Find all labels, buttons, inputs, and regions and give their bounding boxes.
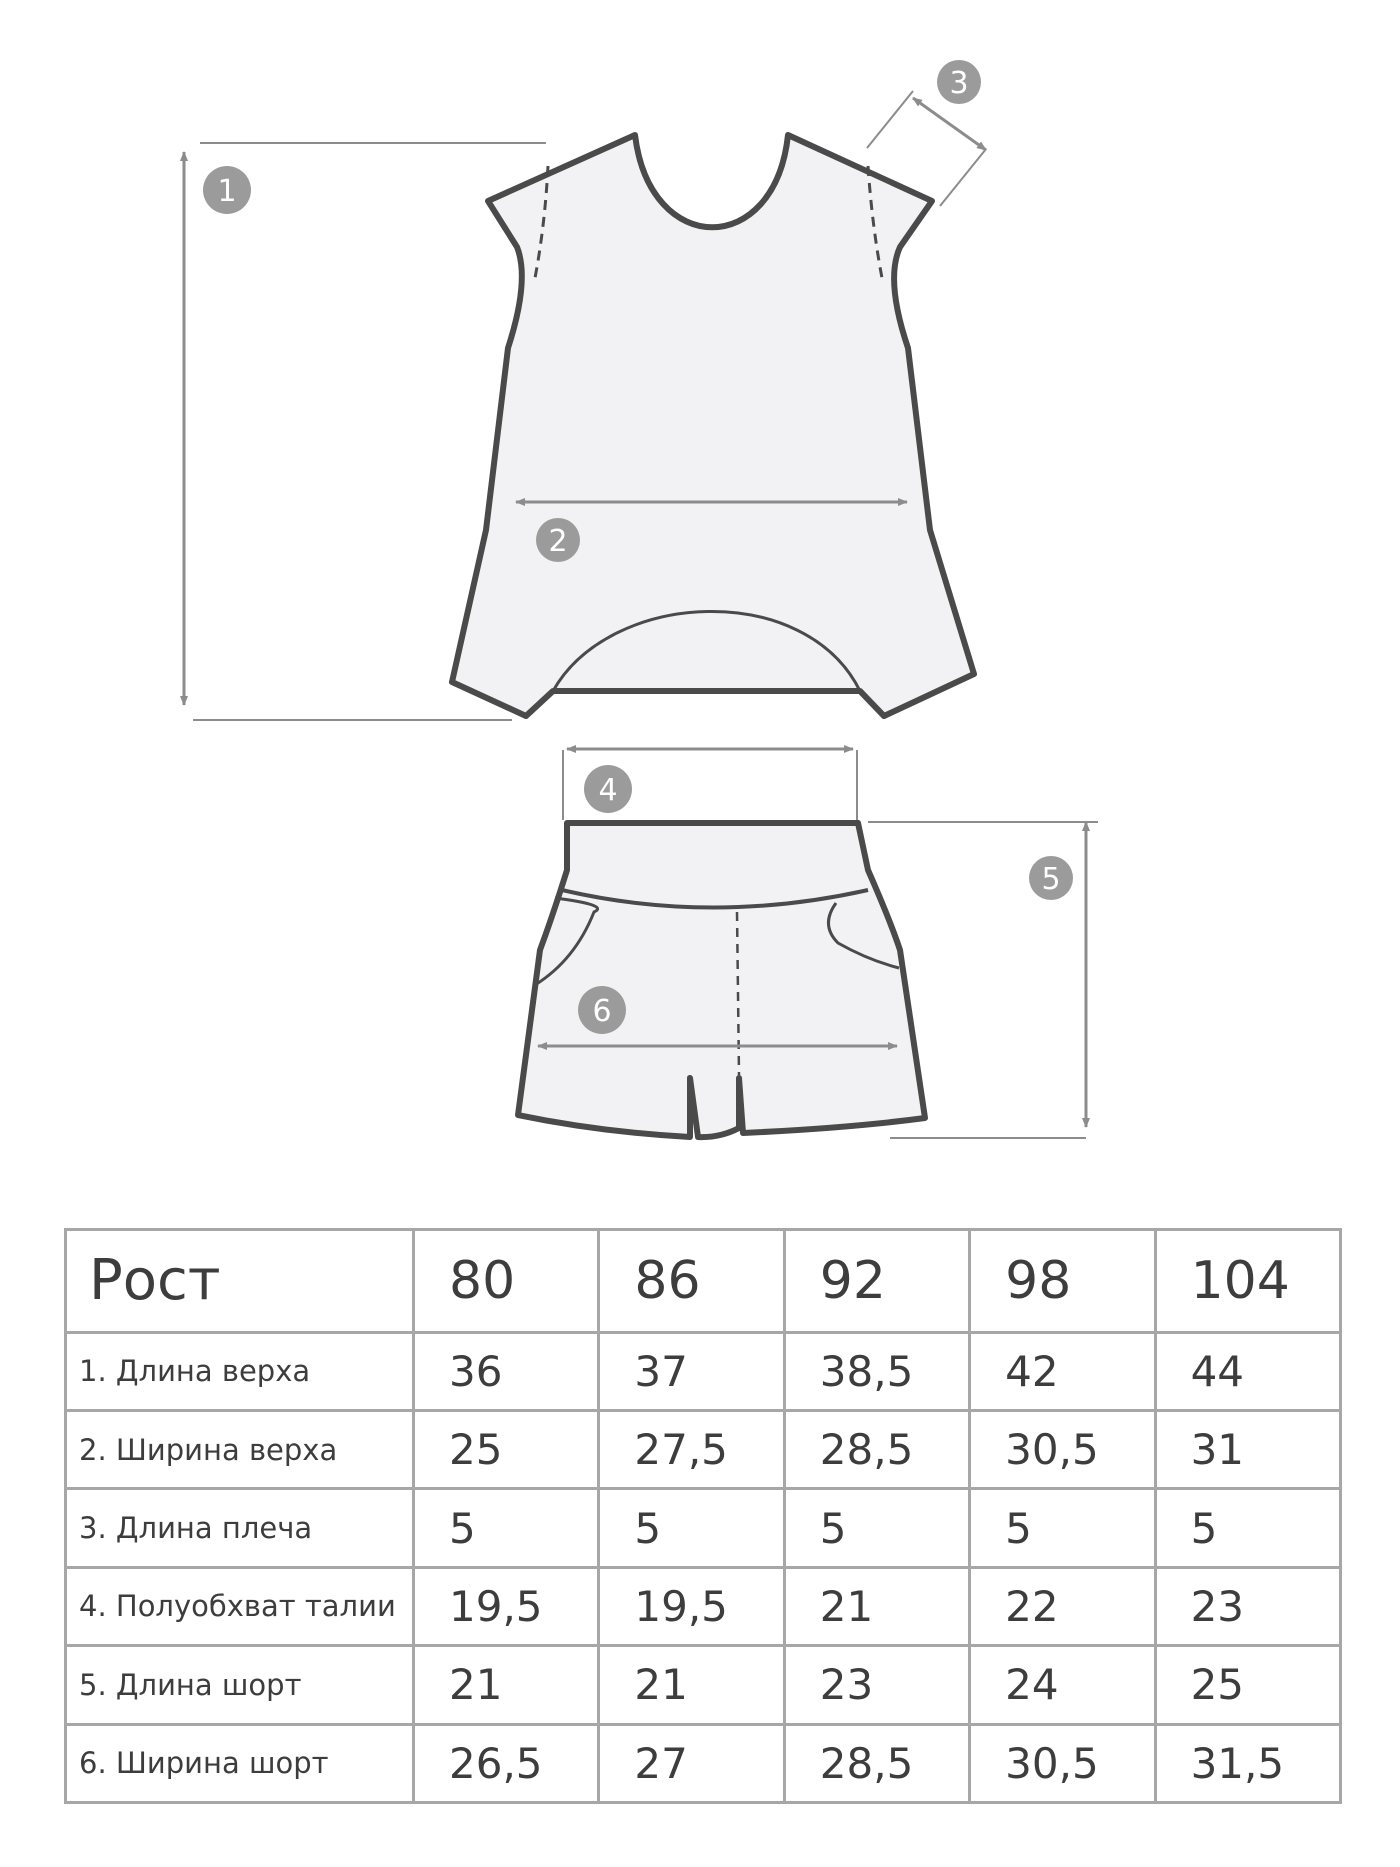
table-cell: 21 xyxy=(599,1646,784,1724)
table-cell: 31,5 xyxy=(1155,1724,1340,1802)
badge-1 xyxy=(203,166,251,214)
table-row xyxy=(66,1410,1341,1488)
table-cell: 30,5 xyxy=(970,1410,1155,1488)
table-cell: 19,5 xyxy=(599,1567,784,1645)
table-cell: 5 xyxy=(1155,1489,1340,1567)
badge-3 xyxy=(937,60,981,104)
table-cell: 25 xyxy=(1155,1646,1340,1724)
table-cell: 21 xyxy=(784,1567,969,1645)
table-cell: 30,5 xyxy=(970,1724,1155,1802)
svg-text:5: 5 xyxy=(1041,862,1061,897)
table-cell: 5 xyxy=(970,1489,1155,1567)
table-header-row xyxy=(66,1230,1341,1333)
table-row xyxy=(66,1489,1341,1567)
table-row xyxy=(66,1332,1341,1410)
header-size-92: 92 xyxy=(784,1230,969,1333)
header-label-height: Рост xyxy=(66,1230,414,1333)
shorts-garment xyxy=(518,823,925,1137)
table-cell: 21 xyxy=(414,1646,599,1724)
row-label: 2. Ширина верха xyxy=(66,1410,414,1488)
table-cell: 37 xyxy=(599,1332,784,1410)
table-cell: 38,5 xyxy=(784,1332,969,1410)
table-cell: 23 xyxy=(1155,1567,1340,1645)
svg-text:1: 1 xyxy=(217,174,237,209)
svg-text:2: 2 xyxy=(548,524,568,559)
svg-text:3: 3 xyxy=(949,66,969,101)
header-size-104: 104 xyxy=(1155,1230,1340,1333)
table-cell: 28,5 xyxy=(784,1410,969,1488)
table-cell: 24 xyxy=(970,1646,1155,1724)
size-table xyxy=(64,1228,1342,1804)
table-cell: 26,5 xyxy=(414,1724,599,1802)
table-row xyxy=(66,1567,1341,1645)
table-cell: 22 xyxy=(970,1567,1155,1645)
table-cell: 31 xyxy=(1155,1410,1340,1488)
table-cell: 28,5 xyxy=(784,1724,969,1802)
row-label: 1. Длина верха xyxy=(66,1332,414,1410)
top-garment xyxy=(452,135,974,716)
badge-2 xyxy=(536,518,580,562)
table-cell: 27 xyxy=(599,1724,784,1802)
table-cell: 5 xyxy=(414,1489,599,1567)
table-cell: 36 xyxy=(414,1332,599,1410)
svg-text:4: 4 xyxy=(598,773,618,808)
row-label: 5. Длина шорт xyxy=(66,1646,414,1724)
table-cell: 44 xyxy=(1155,1332,1340,1410)
table-cell: 23 xyxy=(784,1646,969,1724)
header-size-86: 86 xyxy=(599,1230,784,1333)
shorts-outline xyxy=(518,823,925,1137)
table-row xyxy=(66,1724,1341,1802)
table-row xyxy=(66,1646,1341,1724)
table-cell: 42 xyxy=(970,1332,1155,1410)
measure-3-arrow xyxy=(913,98,986,150)
header-size-80: 80 xyxy=(414,1230,599,1333)
badge-5 xyxy=(1029,856,1073,900)
top-outline xyxy=(452,135,974,716)
row-label: 4. Полуобхват талии xyxy=(66,1567,414,1645)
row-label: 3. Длина плеча xyxy=(66,1489,414,1567)
table-cell: 27,5 xyxy=(599,1410,784,1488)
table-cell: 5 xyxy=(784,1489,969,1567)
row-label: 6. Ширина шорт xyxy=(66,1724,414,1802)
table-cell: 19,5 xyxy=(414,1567,599,1645)
svg-text:6: 6 xyxy=(592,994,612,1029)
header-size-98: 98 xyxy=(970,1230,1155,1333)
badge-4 xyxy=(584,765,632,813)
table-cell: 25 xyxy=(414,1410,599,1488)
table-cell: 5 xyxy=(599,1489,784,1567)
badge-6 xyxy=(578,986,626,1034)
